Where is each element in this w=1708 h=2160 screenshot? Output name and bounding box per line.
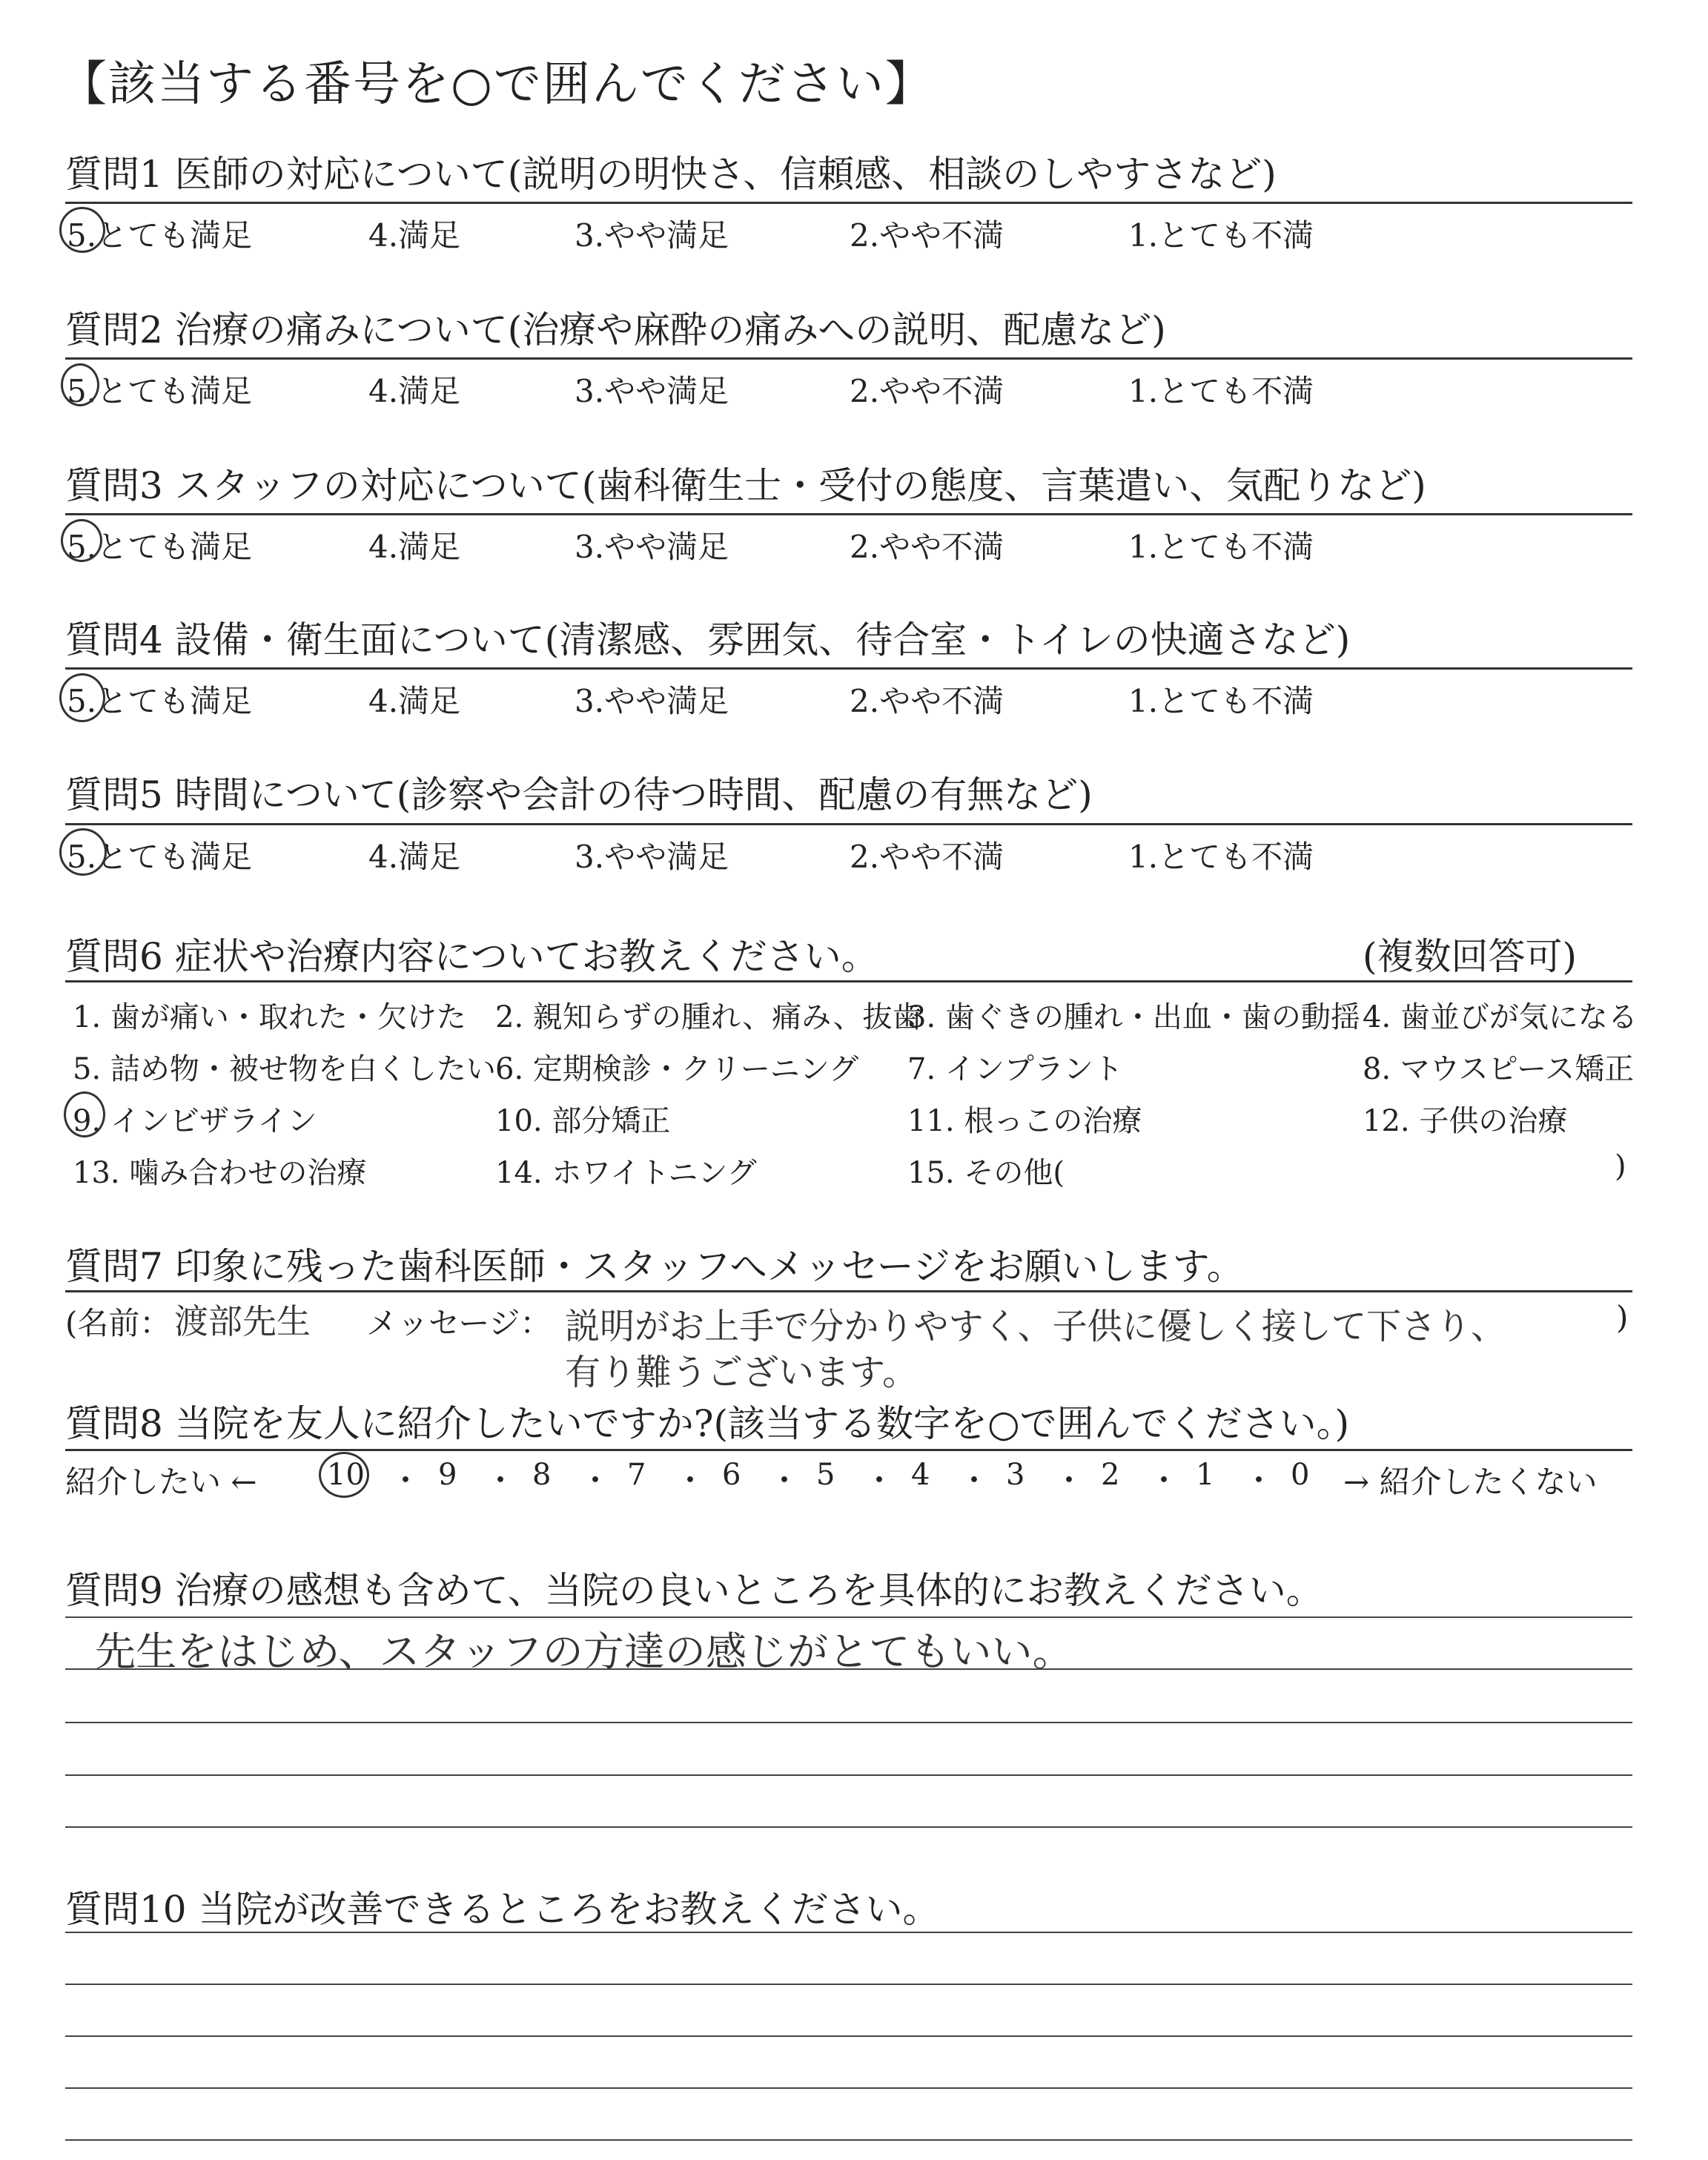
answer-line <box>65 1774 1632 1776</box>
q6-item[interactable]: 5. 詰め物・被せ物を白くしたい <box>73 1052 496 1086</box>
question-5-title: 質問5 時間について(診察や会計の待つ時間、配慮の有無など) <box>65 773 1093 816</box>
q5-option-2[interactable]: 2.やや不満 <box>850 839 1004 875</box>
scale-separator: ・ <box>580 1462 612 1499</box>
scale-1[interactable]: 1 <box>1196 1458 1215 1492</box>
q2-option-4[interactable]: 4.満足 <box>368 373 461 409</box>
multiple-answer-note: (複数回答可) <box>1363 935 1578 978</box>
q6-item[interactable]: 11. 根っこの治療 <box>907 1104 1142 1138</box>
question-10-title: 質問10 当院が改善できるところをお教えください。 <box>65 1888 940 1931</box>
scale-separator: ・ <box>1053 1462 1085 1499</box>
scale-7[interactable]: 7 <box>627 1458 646 1492</box>
question-2-title: 質問2 治療の痛みについて(治療や麻酔の痛みへの説明、配慮など) <box>65 308 1166 351</box>
page-title: 【該当する番号を○で囲んでください】 <box>59 57 934 112</box>
q6-item[interactable]: 14. ホワイトニング <box>495 1156 757 1190</box>
selection-circle <box>61 363 99 406</box>
divider <box>65 357 1632 360</box>
q6-item[interactable]: 12. 子供の治療 <box>1363 1104 1568 1138</box>
scale-8[interactable]: 8 <box>532 1458 552 1492</box>
handwritten-answer: 先生をはじめ、スタッフの方達の感じがとてもいい。 <box>95 1628 1073 1675</box>
q1-option-4[interactable]: 4.満足 <box>368 217 461 254</box>
question-6-title: 質問6 症状や治療内容についてお教えください。 <box>65 935 878 978</box>
answer-line <box>65 1616 1632 1618</box>
answer-line <box>65 1722 1632 1723</box>
q6-item: ) <box>1615 1149 1626 1183</box>
q4-option-3[interactable]: 3.やや満足 <box>575 683 729 719</box>
scale-4[interactable]: 4 <box>911 1458 930 1492</box>
q1-option-2[interactable]: 2.やや不満 <box>850 217 1004 254</box>
answer-line <box>65 1826 1632 1828</box>
scale-separator: ・ <box>485 1462 517 1499</box>
divider <box>65 1290 1632 1292</box>
scale-separator: ・ <box>864 1462 896 1499</box>
q5-option-5[interactable]: 5.とても満足 <box>67 839 253 875</box>
question-9-title: 質問9 治療の感想も含めて、当院の良いところを具体的にお教えください。 <box>65 1569 1323 1612</box>
answer-line <box>65 1932 1632 1933</box>
answer-line <box>65 1984 1632 1985</box>
handwritten-message-line-2: 有り難うございます。 <box>565 1352 918 1393</box>
q2-option-1[interactable]: 1.とても不満 <box>1128 373 1314 409</box>
q2-option-2[interactable]: 2.やや不満 <box>850 373 1004 409</box>
q3-option-3[interactable]: 3.やや満足 <box>575 529 729 565</box>
scale-separator: ・ <box>675 1462 706 1499</box>
question-7-title: 質問7 印象に残った歯科医師・スタッフへメッセージをお願いします。 <box>65 1245 1244 1288</box>
scale-separator: ・ <box>769 1462 801 1499</box>
q1-option-5[interactable]: 5.とても満足 <box>67 217 253 254</box>
divider <box>65 980 1632 982</box>
q3-option-4[interactable]: 4.満足 <box>368 529 461 565</box>
q4-option-1[interactable]: 1.とても不満 <box>1128 683 1314 719</box>
q3-option-5[interactable]: 5.とても満足 <box>67 529 253 565</box>
scale-9[interactable]: 9 <box>438 1458 457 1492</box>
selection-circle <box>61 519 102 562</box>
scale-3[interactable]: 3 <box>1006 1458 1025 1492</box>
q6-item[interactable]: 9. インビザライン <box>73 1104 317 1138</box>
scale-separator: ・ <box>959 1462 990 1499</box>
name-label: (名前： <box>65 1305 171 1341</box>
scale-0[interactable]: 0 <box>1291 1458 1310 1492</box>
q2-option-5[interactable]: 5.とても満足 <box>67 373 253 409</box>
scale-separator: ・ <box>1148 1462 1180 1499</box>
close-paren: ) <box>1616 1299 1629 1335</box>
recommend-left-label: 紹介したい ← <box>65 1464 257 1500</box>
question-1-title: 質問1 医師の対応について(説明の明快さ、信頼感、相談のしやすさなど) <box>65 153 1277 196</box>
q4-option-4[interactable]: 4.満足 <box>368 683 461 719</box>
q6-item[interactable]: 3. 歯ぐきの腫れ・出血・歯の動揺 <box>907 1000 1360 1034</box>
q3-option-2[interactable]: 2.やや不満 <box>850 529 1004 565</box>
q4-option-2[interactable]: 2.やや不満 <box>850 683 1004 719</box>
divider <box>65 513 1632 515</box>
divider <box>65 823 1632 825</box>
q6-item[interactable]: 4. 歯並びが気になる <box>1363 1000 1638 1034</box>
handwritten-message-line-1: 説明がお上手で分かりやすく、子供に優しく接して下さり、 <box>565 1306 1506 1347</box>
scale-10[interactable]: 10 <box>327 1458 365 1492</box>
selection-circle <box>59 207 105 253</box>
answer-line <box>65 1668 1632 1670</box>
scale-separator: ・ <box>1243 1462 1275 1499</box>
q6-item[interactable]: 13. 噛み合わせの治療 <box>73 1156 367 1190</box>
q6-item[interactable]: 7. インプラント <box>907 1052 1123 1086</box>
q6-item[interactable]: 6. 定期検診・クリーニング <box>495 1052 859 1086</box>
question-3-title: 質問3 スタッフの対応について(歯科衛生士・受付の態度、言葉遣い、気配りなど) <box>65 464 1426 507</box>
scale-6[interactable]: 6 <box>722 1458 741 1492</box>
divider <box>65 1449 1632 1451</box>
q5-option-1[interactable]: 1.とても不満 <box>1128 839 1314 875</box>
recommend-right-label: → 紹介したくない <box>1343 1464 1598 1500</box>
selection-circle <box>64 1091 105 1137</box>
q6-item[interactable]: 15. その他( <box>907 1156 1065 1190</box>
question-8-title: 質問8 当院を友人に紹介したいですか?(該当する数字を○で囲んでください。) <box>65 1402 1350 1445</box>
q6-item[interactable]: 1. 歯が痛い・取れた・欠けた <box>73 1000 466 1034</box>
selection-circle <box>59 828 107 876</box>
answer-line <box>65 2087 1632 2089</box>
q6-item[interactable]: 10. 部分矯正 <box>495 1104 671 1138</box>
answer-line <box>65 2139 1632 2141</box>
q6-item[interactable]: 2. 親知らずの腫れ、痛み、抜歯 <box>495 1000 922 1034</box>
q2-option-3[interactable]: 3.やや満足 <box>575 373 729 409</box>
q5-option-4[interactable]: 4.満足 <box>368 839 461 875</box>
q6-item[interactable]: 8. マウスピース矯正 <box>1363 1052 1635 1086</box>
scale-separator: ・ <box>390 1462 422 1499</box>
scale-2[interactable]: 2 <box>1101 1458 1120 1492</box>
q5-option-3[interactable]: 3.やや満足 <box>575 839 729 875</box>
answer-line <box>65 2035 1632 2037</box>
divider <box>65 667 1632 670</box>
selection-circle <box>59 673 105 722</box>
handwritten-name: 渡部先生 <box>174 1301 311 1341</box>
q1-option-3[interactable]: 3.やや満足 <box>575 217 729 254</box>
q4-option-5[interactable]: 5.とても満足 <box>67 683 253 719</box>
divider <box>65 202 1632 204</box>
q1-option-1[interactable]: 1.とても不満 <box>1128 217 1314 254</box>
selection-circle <box>319 1452 369 1498</box>
question-4-title: 質問4 設備・衛生面について(清潔感、雰囲気、待合室・トイレの快適さなど) <box>65 618 1351 661</box>
q3-option-1[interactable]: 1.とても不満 <box>1128 529 1314 565</box>
message-label: メッセージ： <box>366 1305 552 1341</box>
scale-5[interactable]: 5 <box>816 1458 835 1492</box>
